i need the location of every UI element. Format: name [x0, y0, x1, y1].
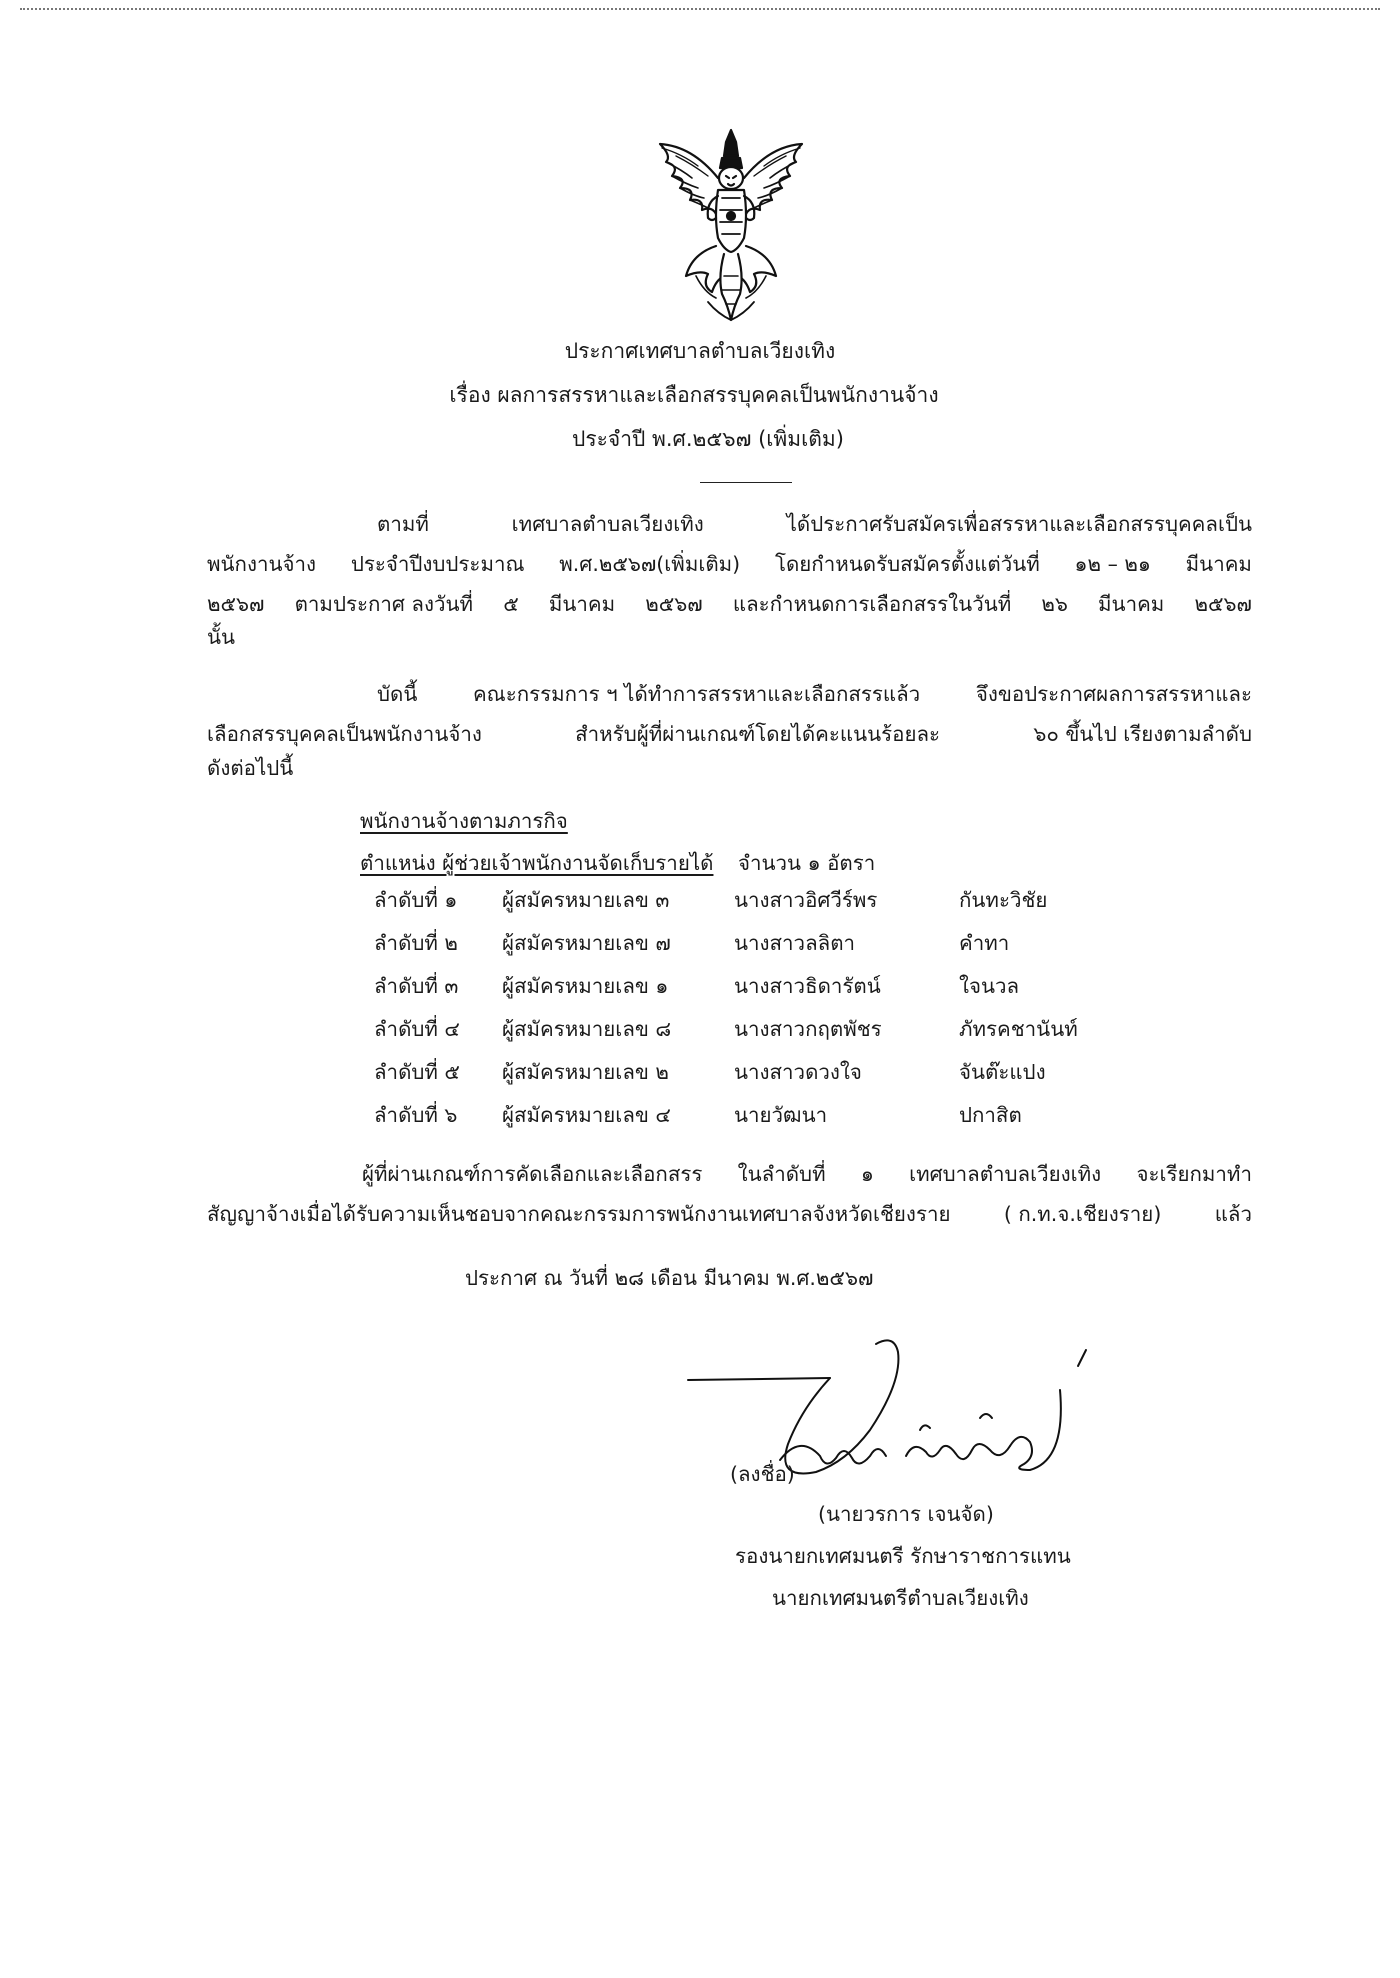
separator-line: [700, 482, 792, 483]
page-title: ประกาศเทศบาลตำบลเวียงเทิง: [564, 339, 836, 363]
fiscal-year-line: ประจำปี พ.ศ.๒๕๖๗ (เพิ่มเติม): [572, 427, 844, 451]
applicant-surname: คำทา: [959, 931, 1010, 955]
intro-line-3: ๒๕๖๗ ตามประกาศ ลงวันที่ ๕ มีนาคม ๒๕๖๗ และกำหนดการเลือกสรรในวันที่ ๒๖ มีนาคม ๒๕๖๗: [207, 592, 1252, 616]
applicant-name: นางสาวดวงใจ: [734, 1060, 862, 1084]
result-line-3: ดังต่อไปนี้: [207, 756, 294, 780]
signer-title-2: นายกเทศมนตรีตำบลเวียงเทิง: [772, 1586, 1029, 1610]
applicant-number: ผู้สมัครหมายเลข ๑: [502, 974, 669, 998]
applicant-surname: กันทะวิชัย: [959, 888, 1048, 912]
applicant-name: นายวัฒนา: [734, 1103, 828, 1127]
signer-title-1: รองนายกเทศมนตรี รักษาราชการแทน: [735, 1544, 1071, 1568]
subject-line: เรื่อง ผลการสรรหาและเลือกสรรบุคคลเป็นพนักงานจ้าง: [449, 383, 939, 407]
signer-block: [0, 1493, 1400, 1619]
applicant-surname: ใจนวล: [959, 974, 1020, 998]
applicant-name: นางสาวอิศวีร์พร: [734, 888, 878, 912]
rank-number: ลำดับที่ ๑: [374, 888, 458, 912]
section-heading: พนักงานจ้างตามภารกิจ: [360, 809, 568, 833]
position-line: [360, 846, 875, 880]
applicant-name: นางสาวธิดารัตน์: [734, 974, 881, 998]
sign-label: (ลงชื่อ): [730, 1462, 795, 1486]
applicant-surname: จันต๊ะแปง: [959, 1060, 1046, 1084]
applicant-surname: ปกาสิต: [959, 1103, 1022, 1127]
applicant-name: นางสาวกฤตพัชร: [734, 1017, 882, 1041]
intro-paragraph: [207, 504, 1252, 650]
applicant-number: ผู้สมัครหมายเลข ๘: [502, 1017, 672, 1041]
intro-line-2: พนักงานจ้าง ประจำปีงบประมาณ พ.ศ.๒๕๖๗(เพิ่มเติม) โดยกำหนดรับสมัครตั้งแต่วันที่ ๑๒ – ๒๑ มีนาคม: [207, 552, 1252, 576]
applicant-number: ผู้สมัครหมายเลข ๒: [502, 1060, 669, 1084]
garuda-emblem-icon: [652, 126, 810, 326]
rank-number: ลำดับที่ ๔: [374, 1017, 460, 1041]
quota-label: จำนวน ๑ อัตรา: [738, 851, 876, 875]
top-border: [20, 8, 1380, 10]
applicant-number: ผู้สมัครหมายเลข ๗: [502, 931, 671, 955]
applicant-name: นางสาวลลิตา: [734, 931, 856, 955]
position-label: ตำแหน่ง ผู้ช่วยเจ้าพนักงานจัดเก็บรายได้: [360, 851, 714, 875]
intro-line-4: นั้น: [207, 625, 236, 649]
rank-number: ลำดับที่ ๖: [374, 1103, 458, 1127]
contract-paragraph: [207, 1154, 1252, 1234]
contract-line-1: ผู้ที่ผ่านเกณฑ์การคัดเลือกและเลือกสรร ในลำดับที่ ๑ เทศบาลตำบลเวียงเทิง จะเรียกมาทำ: [362, 1162, 1252, 1186]
result-line-2: เลือกสรรบุคคลเป็นพนักงานจ้าง สำหรับผู้ที่ผ่านเกณฑ์โดยได้คะแนนร้อยละ ๖๐ ขึ้นไป เรียงตามลำดับ: [207, 722, 1252, 746]
result-line-1: บัดนี้ คณะกรรมการ ฯ ได้ทำการสรรหาและเลือกสรรแล้ว จึงขอประกาศผลการสรรหาและ: [377, 682, 1252, 706]
signer-name: (นายวรการ เจนจัด): [818, 1502, 994, 1526]
applicant-surname: ภัทรคชานันท์: [959, 1017, 1078, 1041]
document-header: [0, 334, 1400, 456]
rank-number: ลำดับที่ ๓: [374, 974, 459, 998]
result-paragraph: [207, 674, 1252, 782]
rank-number: ลำดับที่ ๒: [374, 931, 458, 955]
rank-number: ลำดับที่ ๕: [374, 1060, 460, 1084]
applicant-number: ผู้สมัครหมายเลข ๓: [502, 888, 670, 912]
applicant-number: ผู้สมัครหมายเลข ๔: [502, 1103, 671, 1127]
intro-line-1: ตามที่ เทศบาลตำบลเวียงเทิง ได้ประกาศรับสมัครเพื่อสรรหาและเลือกสรรบุคคลเป็น: [377, 512, 1252, 536]
contract-line-2: สัญญาจ้างเมื่อได้รับความเห็นชอบจากคณะกรรมการพนักงานเทศบาลจังหวัดเชียงราย ( ก.ท.จ.เชียงราย) แล้ว: [207, 1202, 1252, 1226]
announcement-date: ประกาศ ณ วันที่ ๒๘ เดือน มีนาคม พ.ศ.๒๕๖๗: [465, 1266, 874, 1290]
